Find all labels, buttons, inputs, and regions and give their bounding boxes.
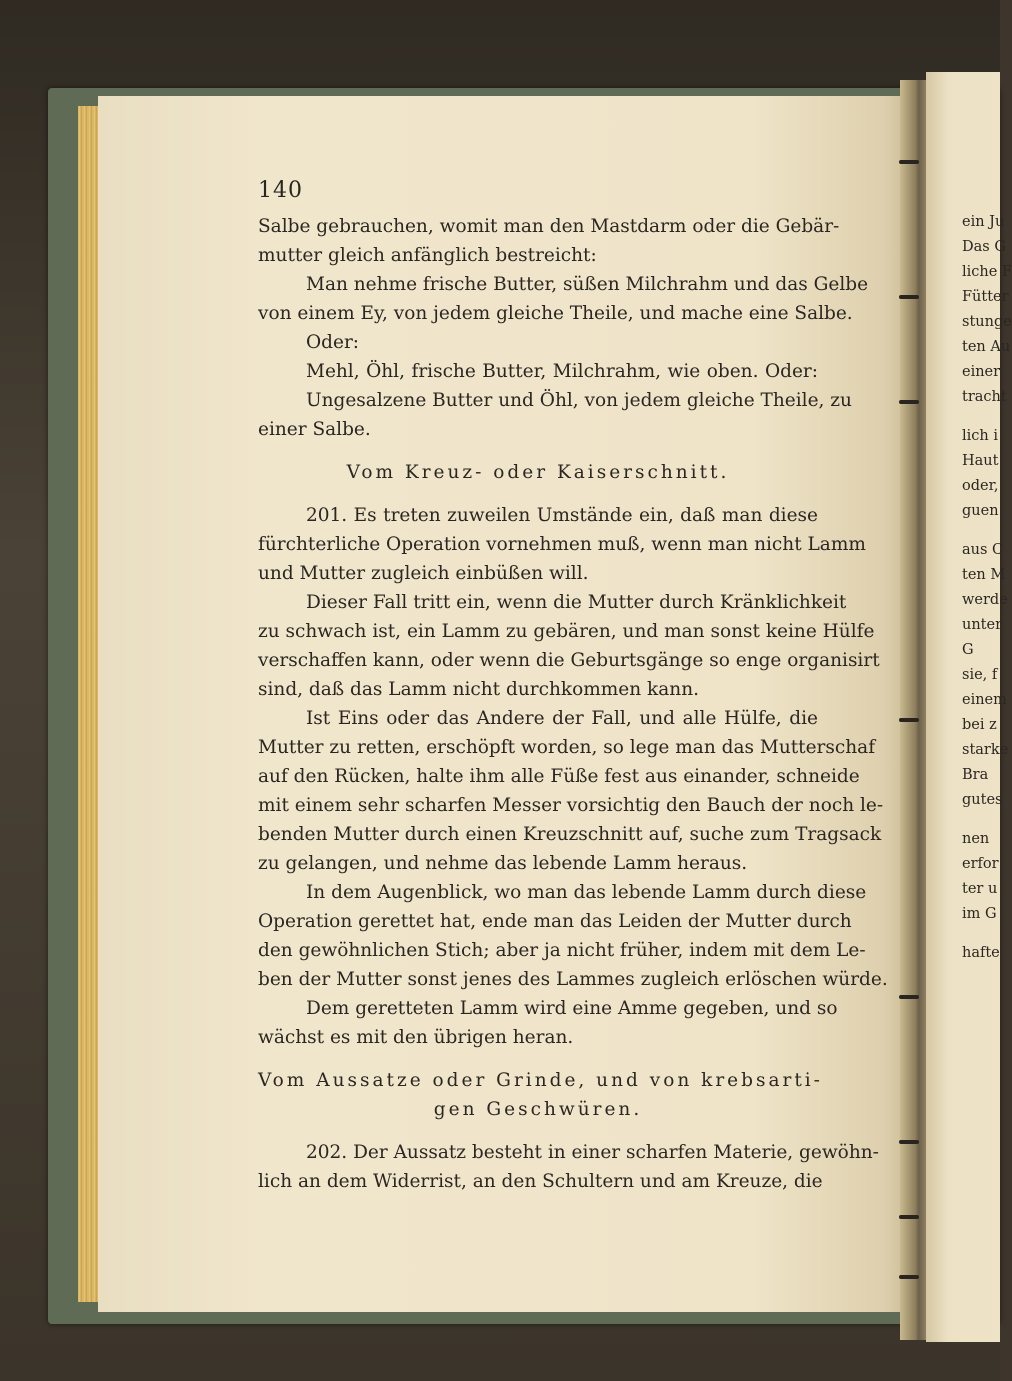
text-line: wächst es mit den übrigen heran. — [258, 1027, 574, 1048]
text-line: mit einem sehr scharfen Messer vorsichtig den Bauch der noch le- — [258, 795, 884, 816]
text-line: verschaffen kann, oder wenn die Geburtsgänge so enge organisirt — [258, 650, 880, 671]
facing-page-fragment: ter u — [962, 881, 998, 897]
facing-page-fragment: tracht — [962, 389, 1007, 405]
facing-page-fragment: ten M — [962, 567, 1006, 583]
binding-stitch — [899, 1275, 919, 1279]
paragraph-gap — [258, 487, 818, 501]
facing-page-fragment: einer — [962, 364, 1001, 380]
binding-stitch — [899, 295, 919, 299]
section-heading: gen Geschwüren. — [433, 1099, 643, 1120]
facing-page-fragment: werde — [962, 592, 1008, 608]
facing-page-fragment: lich i — [962, 428, 998, 444]
facing-page-fragment: nen — [962, 831, 990, 847]
text-line: Mehl, Öhl, frische Butter, Milchrahm, wie oben. Oder: — [306, 361, 818, 382]
text-line: von einem Ey, von jedem gleiche Theile, und mache eine Salbe. — [258, 303, 853, 324]
text-line: Operation gerettet hat, ende man das Leiden der Mutter durch — [258, 911, 852, 932]
facing-page-fragment — [962, 524, 1000, 538]
facing-page-fragment: Das G — [962, 239, 1006, 255]
facing-page-fragment: Haut — [962, 453, 999, 469]
text-line: ben der Mutter sonst jenes des Lammes zugleich erlöschen würde. — [258, 969, 888, 990]
text-line: auf den Rücken, halte ihm alle Füße fest aus einander, schneide — [258, 766, 860, 787]
text-line: Ungesalzene Butter und Öhl, von jedem gleiche Theile, zu — [306, 390, 852, 411]
paragraph-gap — [258, 1052, 818, 1066]
binding-stitch — [899, 160, 919, 164]
text-line: zu schwach ist, ein Lamm zu gebären, und man sonst keine Hülfe — [258, 621, 875, 642]
facing-page-fragment: hafte — [962, 945, 1000, 961]
facing-page-fragment — [962, 813, 1000, 827]
facing-page-fragment: Bra — [962, 767, 989, 783]
text-line: 201. Es treten zuweilen Umstände ein, daß man diese — [306, 505, 818, 526]
text-line: sind, daß das Lamm nicht durchkommen kann. — [258, 679, 699, 700]
facing-page-fragment: gutes — [962, 792, 1003, 808]
text-line: Ist Eins oder das Andere der Fall, und alle Hülfe, die — [306, 708, 818, 729]
binding-stitch — [899, 995, 919, 999]
facing-page-fragment: oder, — [962, 478, 999, 494]
text-line: Dem geretteten Lamm wird eine Amme gegeben, und so — [306, 998, 838, 1019]
facing-page-fragment: guen — [962, 503, 999, 519]
facing-page-fragment: bei z — [962, 717, 997, 733]
section-heading: Vom Kreuz- oder Kaiserschnitt. — [346, 462, 730, 483]
facing-page-fragment: erfor — [962, 856, 999, 872]
facing-page-fragment: starke — [962, 742, 1009, 758]
page-text — [258, 212, 888, 1196]
text-line: zu gelangen, und nehme das lebende Lamm heraus. — [258, 853, 748, 874]
facing-page-fragment: sie, f — [962, 667, 998, 683]
text-line: Oder: — [306, 332, 360, 353]
facing-page-fragment: ein Ju — [962, 214, 1005, 230]
text-line: Dieser Fall tritt ein, wenn die Mutter durch Kränklichkeit — [306, 592, 847, 613]
facing-page-fragment — [962, 410, 1000, 424]
facing-page-fragment — [962, 927, 1000, 941]
facing-page-fragment: G — [962, 642, 974, 658]
text-line: 202. Der Aussatz besteht in einer scharfen Materie, gewöhn- — [306, 1142, 879, 1163]
paragraph-gap — [258, 444, 818, 458]
text-line: Salbe gebrauchen, womit man den Mastdarm oder die Gebär- — [258, 216, 840, 237]
text-line: den gewöhnlichen Stich; aber ja nicht früher, indem mit dem Le- — [258, 940, 866, 961]
binding-stitch — [899, 1215, 919, 1219]
text-line: Man nehme frische Butter, süßen Milchrahm und das Gelbe — [306, 274, 869, 295]
paragraph-gap — [258, 1124, 818, 1138]
facing-page-fragment: einem — [962, 692, 1007, 708]
facing-page-fragment: im G — [962, 906, 997, 922]
text-line: In dem Augenblick, wo man das lebende Lamm durch diese — [306, 882, 867, 903]
binding-stitch — [899, 400, 919, 404]
text-line: benden Mutter durch einen Kreuzschnitt auf, suche zum Tragsack — [258, 824, 882, 845]
page-number: 140 — [258, 178, 303, 203]
gilt-page-edges — [78, 106, 100, 1302]
facing-page-fragment: stunge — [962, 314, 1012, 330]
facing-page-fragment: Fütter — [962, 289, 1009, 305]
facing-page-fragment: aus C — [962, 542, 1004, 558]
facing-page-fragment: liche F — [962, 264, 1012, 280]
text-line: Mutter zu retten, erschöpft worden, so lege man das Mutterschaf — [258, 737, 876, 758]
facing-page-fragment: ten Au — [962, 339, 1011, 355]
facing-page-fragment: unter — [962, 617, 1003, 633]
binding-stitch — [899, 1140, 919, 1144]
binding-stitch — [899, 718, 919, 722]
text-line: einer Salbe. — [258, 419, 371, 440]
text-line: und Mutter zugleich einbüßen will. — [258, 563, 589, 584]
text-line: lich an dem Widerrist, an den Schultern und am Kreuze, die — [258, 1171, 823, 1192]
section-heading: Vom Aussatze oder Grinde, und von krebsarti- — [258, 1070, 823, 1091]
text-line: mutter gleich anfänglich bestreicht: — [258, 245, 597, 266]
text-line: fürchterliche Operation vornehmen muß, wenn man nicht Lamm — [258, 534, 866, 555]
facing-page-text — [962, 210, 1012, 966]
